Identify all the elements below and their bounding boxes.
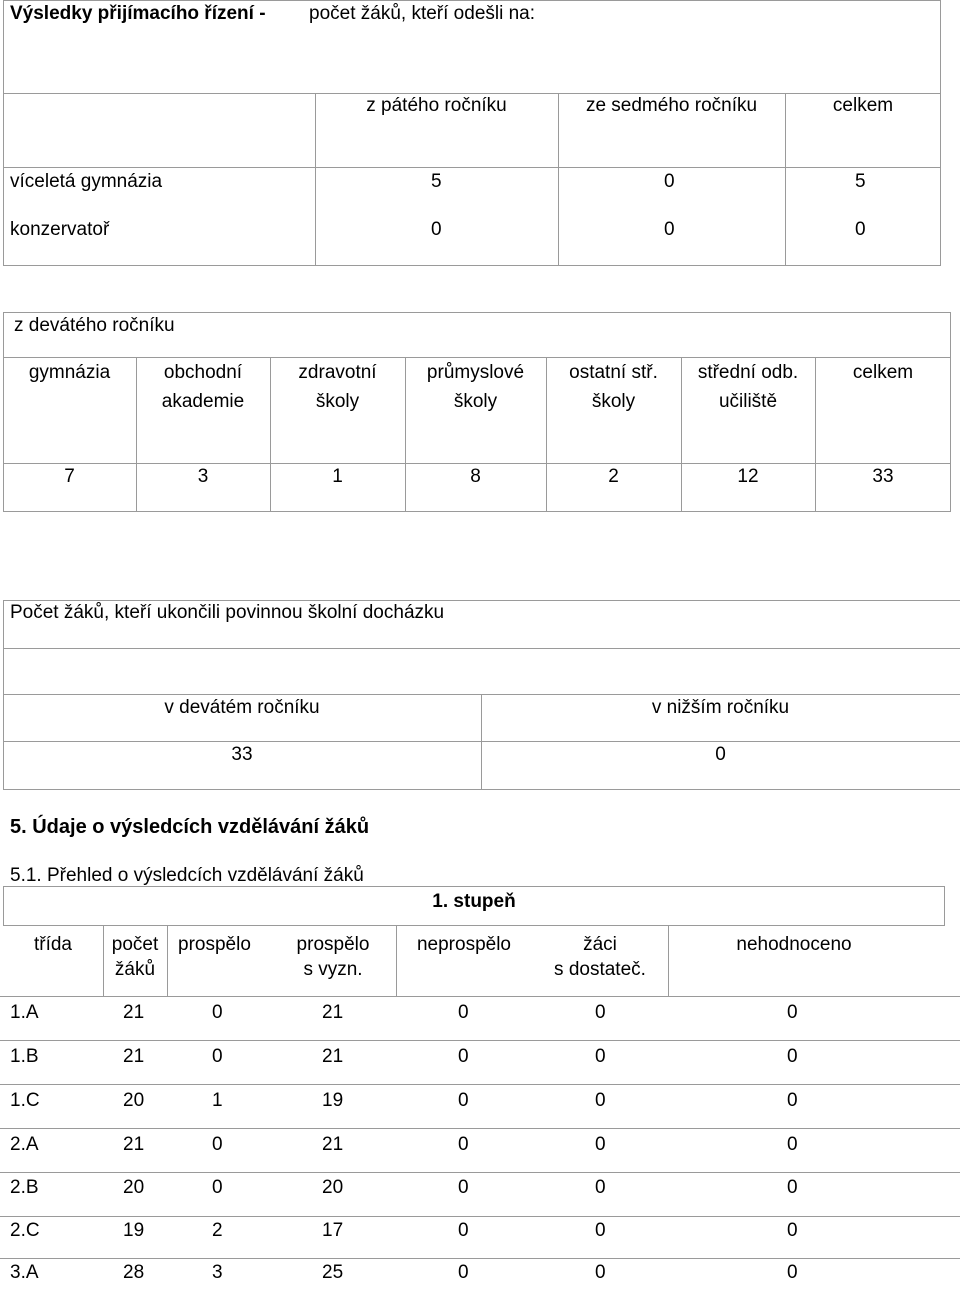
table-cell: 7 — [64, 466, 75, 487]
divider — [167, 926, 168, 996]
column-header: ostatní stř. — [569, 362, 658, 383]
column-header: střední odb. — [697, 362, 799, 383]
column-header: celkem — [852, 362, 914, 383]
column-header: s vyzn. — [303, 959, 363, 980]
table-cell: 33 — [231, 744, 253, 765]
table-cell: 21 — [322, 1046, 344, 1067]
divider — [3, 463, 951, 464]
table-cell: 0 — [595, 1262, 606, 1283]
table-title: z devátého ročníku — [14, 315, 175, 336]
table-cell: 0 — [595, 1090, 606, 1111]
divider — [0, 1084, 960, 1085]
table-cell: 0 — [787, 1046, 798, 1067]
column-header: žáků — [114, 959, 156, 980]
table-cell: 20 — [123, 1177, 145, 1198]
column-header: školy — [591, 391, 636, 412]
column-header: z pátého ročníku — [366, 95, 507, 116]
class-name: 2.A — [10, 1134, 39, 1155]
table-cell: 0 — [787, 1090, 798, 1111]
table-cell: 0 — [458, 1177, 469, 1198]
table-cell: 21 — [123, 1002, 145, 1023]
column-header: celkem — [832, 95, 894, 116]
table-cell: 0 — [431, 219, 442, 240]
table-cell: 0 — [212, 1177, 223, 1198]
column-header: třída — [33, 934, 73, 955]
class-name: 1.C — [10, 1090, 40, 1111]
divider — [0, 996, 960, 997]
table-cell: 20 — [322, 1177, 344, 1198]
table-cell: 1 — [332, 466, 343, 487]
table-cell: 0 — [787, 1177, 798, 1198]
table-cell: 5 — [855, 171, 866, 192]
column-header: nehodnoceno — [736, 934, 852, 955]
table-cell: 19 — [322, 1090, 344, 1111]
table-cell: 0 — [595, 1220, 606, 1241]
admission-results-table — [3, 0, 941, 266]
table-title: Výsledky přijímacího řízení - — [10, 3, 266, 24]
table-cell: 0 — [787, 1134, 798, 1155]
divider — [3, 167, 941, 168]
column-header: počet — [111, 934, 159, 955]
column-header: žáci — [583, 934, 617, 955]
divider — [0, 1128, 960, 1129]
table-cell: 0 — [458, 1220, 469, 1241]
table-cell: 0 — [595, 1177, 606, 1198]
table-cell: 0 — [458, 1134, 469, 1155]
class-name: 2.B — [10, 1177, 39, 1198]
column-header: s dostateč. — [554, 959, 646, 980]
table-cell: 0 — [458, 1002, 469, 1023]
table-cell: 25 — [322, 1262, 344, 1283]
table-cell: 3 — [197, 466, 209, 487]
table-cell: 0 — [787, 1262, 798, 1283]
table-cell: 0 — [458, 1046, 469, 1067]
class-name: 3.A — [10, 1262, 39, 1283]
table-cell: 21 — [123, 1046, 145, 1067]
divider — [3, 93, 941, 94]
table-cell: 21 — [322, 1002, 344, 1023]
row-label: víceletá gymnázia — [10, 171, 163, 192]
subsection-heading: 5.1. Přehled o výsledcích vzdělávání žáků — [10, 865, 364, 886]
table-cell: 0 — [855, 219, 866, 240]
divider — [0, 1172, 960, 1173]
row-label: konzervatoř — [10, 219, 110, 240]
table-cell: 0 — [787, 1220, 798, 1241]
table-cell: 0 — [595, 1002, 606, 1023]
column-header: průmyslové — [426, 362, 525, 383]
column-header: učiliště — [718, 391, 778, 412]
table-cell: 0 — [664, 219, 675, 240]
table-cell: 2 — [212, 1220, 223, 1241]
section-heading: 5. Údaje o výsledcích vzdělávání žáků — [10, 816, 370, 838]
column-header: v devátém ročníku — [164, 697, 320, 718]
table-cell: 0 — [595, 1046, 606, 1067]
table-cell: 28 — [123, 1262, 145, 1283]
table-title: Počet žáků, kteří ukončili povinnou školní docházku — [10, 602, 445, 623]
table-cell: 12 — [737, 466, 759, 487]
column-header: prospělo — [178, 934, 251, 955]
table-cell: 21 — [123, 1134, 145, 1155]
table-cell: 0 — [715, 744, 726, 765]
table-cell: 0 — [458, 1262, 469, 1283]
column-header: neprospělo — [416, 934, 512, 955]
table-cell: 3 — [212, 1262, 223, 1283]
table-cell: 0 — [212, 1002, 223, 1023]
column-header: školy — [315, 391, 360, 412]
table-cell: 0 — [787, 1002, 798, 1023]
divider — [558, 93, 559, 266]
table-cell: 0 — [212, 1134, 223, 1155]
class-name: 1.A — [10, 1002, 39, 1023]
class-name: 2.C — [10, 1220, 40, 1241]
column-header: v nižším ročníku — [651, 697, 790, 718]
table-cell: 1 — [212, 1090, 223, 1111]
table-cell: 0 — [595, 1134, 606, 1155]
table-cell: 19 — [123, 1220, 145, 1241]
class-name: 1.B — [10, 1046, 39, 1067]
table-title-rest: počet žáků, kteří odešli na: — [309, 3, 536, 24]
table-cell: 0 — [664, 171, 675, 192]
divider — [3, 357, 951, 358]
divider — [3, 648, 960, 649]
stage-label: 1. stupeň — [432, 891, 516, 912]
column-header: zdravotní — [298, 362, 377, 383]
divider — [785, 93, 786, 266]
table-cell: 20 — [123, 1090, 145, 1111]
table-cell: 33 — [872, 466, 894, 487]
table-cell: 21 — [322, 1134, 344, 1155]
divider — [0, 1258, 960, 1259]
table-cell: 5 — [431, 171, 442, 192]
table-cell: 0 — [458, 1090, 469, 1111]
divider — [0, 1216, 960, 1217]
column-header: akademie — [161, 391, 245, 412]
table-cell: 0 — [212, 1046, 223, 1067]
table-cell: 2 — [608, 466, 619, 487]
column-header: prospělo — [296, 934, 370, 955]
divider — [315, 93, 316, 266]
column-header: školy — [453, 391, 498, 412]
divider — [0, 1040, 960, 1041]
column-header: gymnázia — [28, 362, 111, 383]
table-cell: 8 — [470, 466, 481, 487]
column-header: ze sedmého ročníku — [585, 95, 758, 116]
column-header: obchodní — [163, 362, 243, 383]
table-cell: 17 — [322, 1220, 344, 1241]
